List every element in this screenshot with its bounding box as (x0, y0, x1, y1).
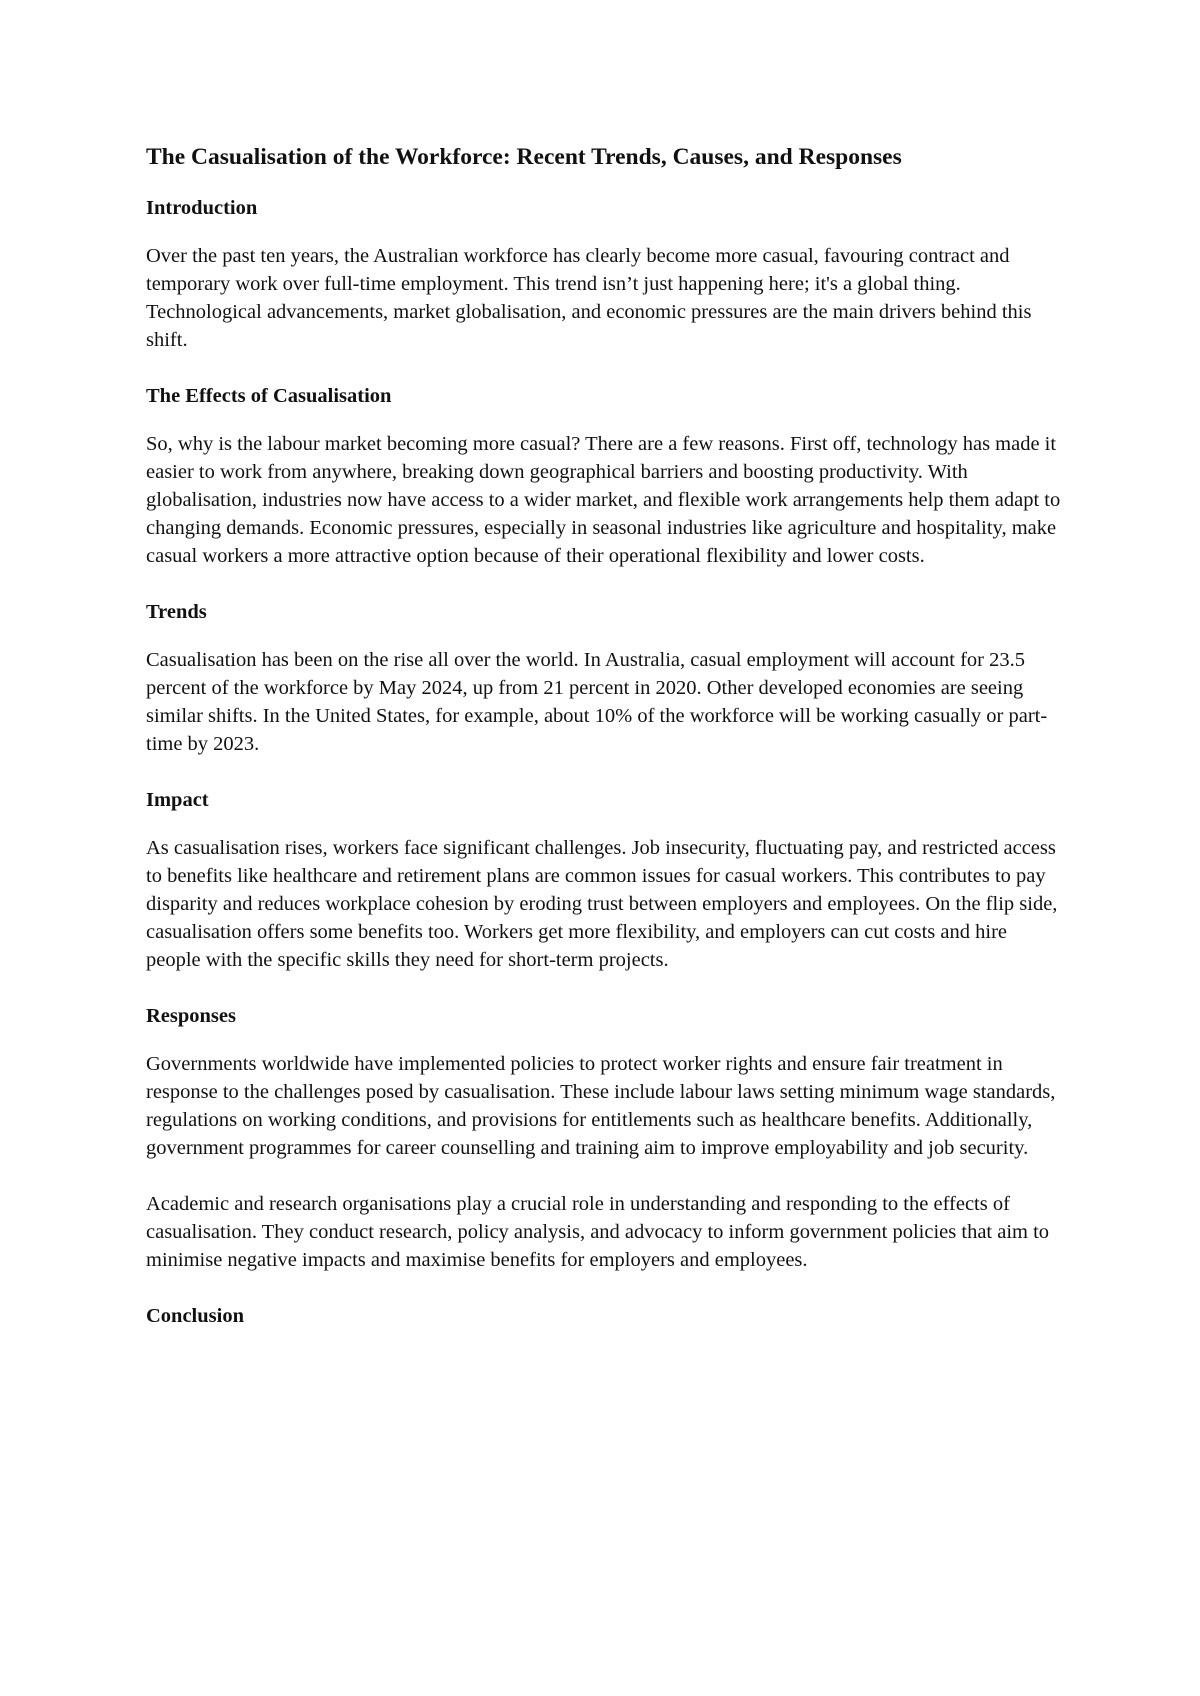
section-impact (146, 786, 1066, 974)
section-heading-introduction: Introduction (146, 197, 258, 219)
document-page (146, 140, 1066, 1350)
section-heading-responses: Responses (146, 1005, 236, 1027)
section-introduction (146, 194, 1066, 354)
section-heading-conclusion: Conclusion (146, 1305, 244, 1327)
responses-paragraph-1: Governments worldwide have implemented policies to protect worker rights and ensure fair treatment in response to the challenges posed by casualisation. These include labour laws setting minimum wage standards, regulations on working conditions, and provisions for entitlements such as healthcare benefits. Additionally, government programmes for career counselling and training aim to improve employability and job security. (146, 1053, 1056, 1159)
section-trends (146, 598, 1066, 758)
document-title: The Casualisation of the Workforce: Recent Trends, Causes, and Responses (146, 144, 902, 170)
section-heading-effects: The Effects of Casualisation (146, 385, 392, 407)
introduction-paragraph: Over the past ten years, the Australian workforce has clearly become more casual, favouring contract and temporary work over full-time employment. This trend isn’t just happening here; it's a global thing. Technological advancements, market globalisation, and economic pressures are the main drivers behind this shift. (146, 245, 1032, 351)
section-effects-of-casualisation (146, 382, 1066, 570)
responses-paragraph-2: Academic and research organisations play a crucial role in understanding and responding to the effects of casualisation. They conduct research, policy analysis, and advocacy to inform government policies that aim to minimise negative impacts and maximise benefits for employers and employees. (146, 1193, 1050, 1271)
impact-paragraph: As casualisation rises, workers face significant challenges. Job insecurity, fluctuating pay, and restricted access to benefits like healthcare and retirement plans are common issues for casual workers. This contributes to pay disparity and reduces workplace cohesion by eroding trust between employers and employees. On the flip side, casualisation offers some benefits too. Workers get more flexibility, and employers can cut costs and hire people with the specific skills they need for short-term projects. (146, 837, 1058, 971)
effects-paragraph: So, why is the labour market becoming more casual? There are a few reasons. First off, technology has made it easier to work from anywhere, breaking down geographical barriers and boosting productivity. With globalisation, industries now have access to a wider market, and flexible work arrangements help them adapt to changing demands. Economic pressures, especially in seasonal industries like agriculture and hospitality, make casual workers a more attractive option because of their operational flexibility and lower costs. (146, 433, 1061, 567)
trends-paragraph: Casualisation has been on the rise all over the world. In Australia, casual employment will account for 23.5 percent of the workforce by May 2024, up from 21 percent in 2020. Other developed economies are seeing similar shifts. In the United States, for example, about 10% of the workforce will be working casually or part-time by 2023. (146, 649, 1048, 755)
section-heading-impact: Impact (146, 789, 209, 811)
section-conclusion (146, 1302, 1066, 1330)
section-heading-trends: Trends (146, 601, 207, 623)
section-responses (146, 1002, 1066, 1274)
